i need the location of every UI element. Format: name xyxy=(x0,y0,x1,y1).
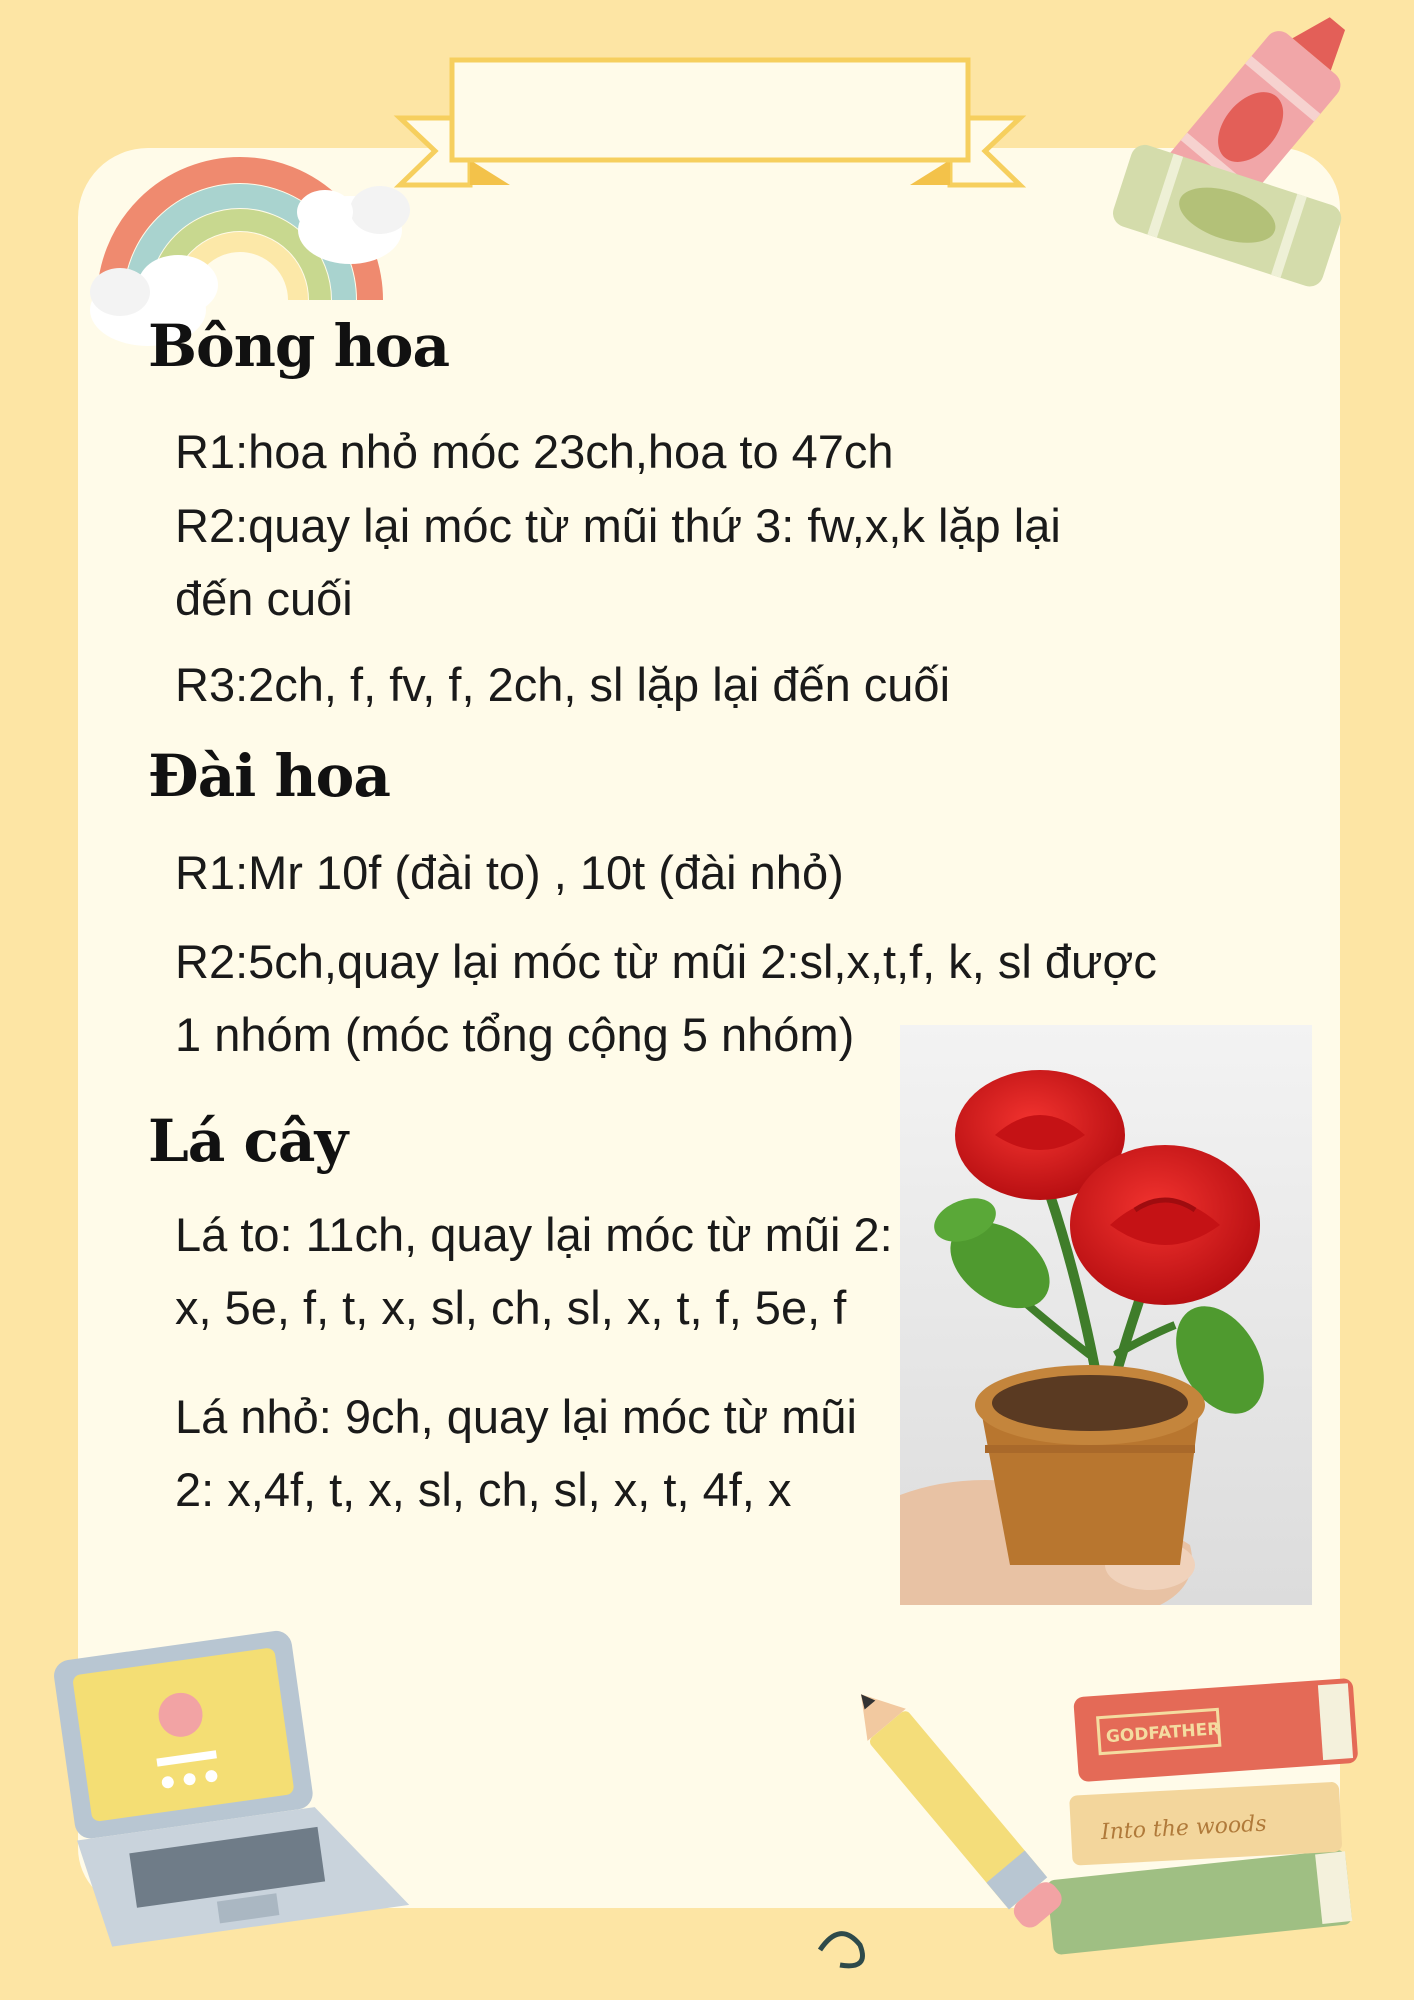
bong-hoa-line-3: đến cuối xyxy=(175,572,353,625)
section-title-bong-hoa: Bông hoa xyxy=(148,312,450,380)
bong-hoa-line-2: R2:quay lại móc từ mũi thứ 3: fw,x,k lặp lại xyxy=(175,499,1061,552)
pencil-icon xyxy=(842,1678,1067,1932)
section-title-dai-hoa: Đài hoa xyxy=(148,742,390,810)
book-title-1: GODFATHER xyxy=(1105,1719,1221,1748)
crochet-rose-photo xyxy=(900,1025,1312,1605)
dai-hoa-line-3: 1 nhóm (móc tổng cộng 5 nhóm) xyxy=(175,1008,855,1061)
books-icon xyxy=(800,1650,1400,1990)
section-title-la-cay: Lá cây xyxy=(148,1107,348,1175)
laptop-icon xyxy=(30,1600,410,1970)
la-cay-line-4: 2: x,4f, t, x, sl, ch, sl, x, t, 4f, x xyxy=(175,1463,792,1516)
dai-hoa-line-1: R1:Mr 10f (đài to) , 10t (đài nhỏ) xyxy=(175,846,844,899)
la-cay-line-1: Lá to: 11ch, quay lại móc từ mũi 2: xyxy=(175,1208,893,1261)
bong-hoa-line-4: R3:2ch, f, fv, f, 2ch, sl lặp lại đến cuối xyxy=(175,658,951,711)
dai-hoa-line-2: R2:5ch,quay lại móc từ mũi 2:sl,x,t,f, k, sl được xyxy=(175,935,1157,988)
book-title-2: Into the woods xyxy=(1100,1811,1268,1846)
la-cay-line-3: Lá nhỏ: 9ch, quay lại móc từ mũi xyxy=(175,1390,857,1443)
la-cay-line-2: x, 5e, f, t, x, sl, ch, sl, x, t, f, 5e, f xyxy=(175,1281,847,1334)
bong-hoa-line-1: R1:hoa nhỏ móc 23ch,hoa to 47ch xyxy=(175,425,894,478)
